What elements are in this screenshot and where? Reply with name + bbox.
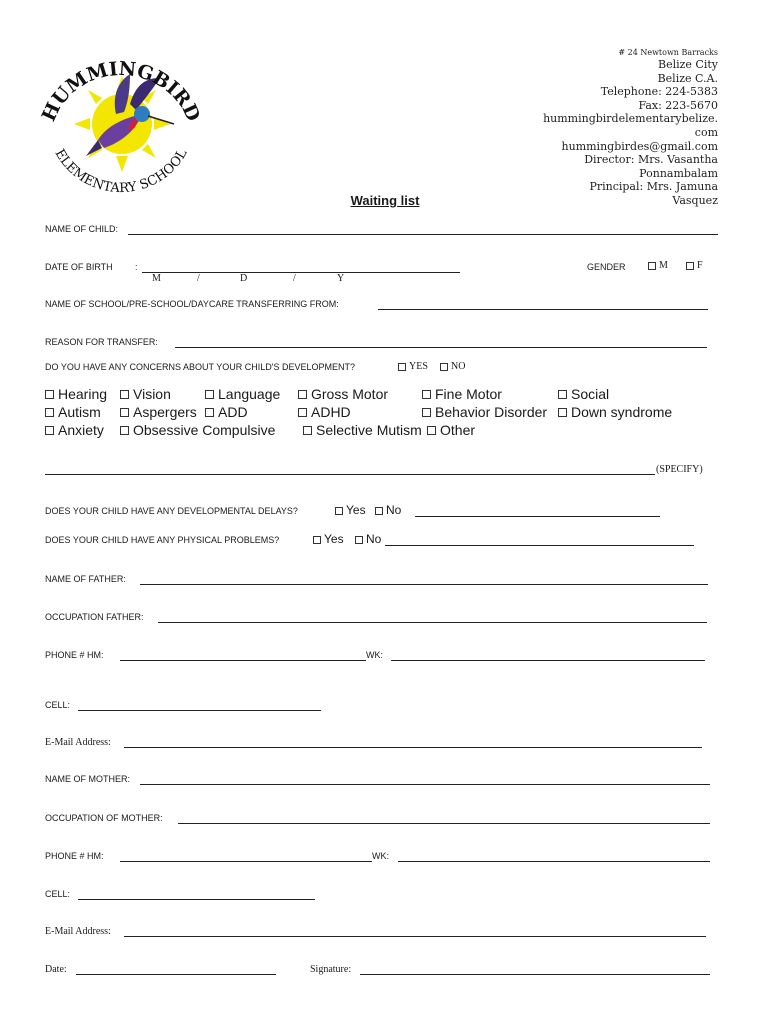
signature-label: Signature:: [310, 964, 352, 975]
gender-f-option[interactable]: [686, 260, 703, 271]
condition-fine-motor[interactable]: Fine Motor: [422, 386, 502, 402]
dob-day-label: D: [240, 273, 248, 284]
address-director-1: Director: Mrs. Vasantha: [584, 153, 718, 167]
condition-anxiety[interactable]: Anxiety: [45, 422, 104, 438]
gender-m-option[interactable]: [648, 260, 668, 271]
gender-m-text: M: [659, 260, 668, 271]
address-email: hummingbirdes@gmail.com: [561, 139, 718, 153]
condition-behavior-disorder[interactable]: Behavior Disorder: [422, 404, 547, 420]
concerns-label: DO YOU HAVE ANY CONCERNS ABOUT YOUR CHILD'S DEVELOPMENT?: [45, 362, 355, 372]
child-name-label: NAME OF CHILD:: [45, 224, 119, 234]
condition-aspergers[interactable]: Aspergers: [120, 404, 197, 420]
dob-label: DATE OF BIRTH: [45, 262, 113, 272]
page-title: Waiting list: [350, 193, 420, 208]
address-website-2: com: [694, 125, 718, 139]
date-field[interactable]: [76, 974, 276, 975]
school-address-block: [543, 48, 718, 208]
checkbox-icon[interactable]: [427, 426, 436, 435]
father-email-label: E-Mail Address:: [45, 737, 111, 748]
gender-f-checkbox[interactable]: [686, 262, 694, 270]
delays-no-checkbox[interactable]: [375, 507, 383, 515]
checkbox-icon[interactable]: [298, 390, 307, 399]
address-principal-1: Principal: Mrs. Jamuna: [589, 180, 718, 194]
dob-colon: :: [135, 262, 138, 272]
dob-year-label: Y: [337, 273, 345, 284]
date-label: Date:: [45, 964, 67, 975]
mother-phone-work-field[interactable]: [398, 861, 710, 862]
dob-month-label: M: [152, 273, 161, 284]
delays-no-option[interactable]: No: [375, 503, 401, 517]
condition-social[interactable]: Social: [558, 386, 609, 402]
address-city: Belize City: [657, 58, 718, 71]
logo-top-text: HUMMINGBIRD: [38, 57, 204, 125]
address-street: # 24 Newtown Barracks: [618, 48, 718, 57]
checkbox-icon[interactable]: [120, 390, 129, 399]
delays-yes-option[interactable]: Yes: [335, 503, 366, 517]
mother-name-label: NAME OF MOTHER:: [45, 774, 130, 784]
father-phone-label: PHONE # HM:: [45, 650, 104, 660]
condition-gross-motor[interactable]: Gross Motor: [298, 386, 388, 402]
checkbox-icon[interactable]: [45, 426, 54, 435]
school-from-label: NAME OF SCHOOL/PRE-SCHOOL/DAYCARE TRANSFERRING FROM:: [45, 299, 339, 309]
mother-cell-label: CELL:: [45, 889, 71, 899]
mother-phone-home-field[interactable]: [120, 861, 372, 862]
condition-language[interactable]: Language: [205, 386, 280, 402]
address-country: Belize C.A.: [657, 71, 718, 85]
concerns-no-option[interactable]: [440, 361, 465, 372]
condition-down-syndrome[interactable]: Down syndrome: [558, 404, 672, 420]
delays-details-field[interactable]: [415, 516, 660, 517]
condition-other[interactable]: Other: [427, 422, 475, 438]
physical-no-option[interactable]: No: [355, 532, 381, 546]
condition-autism[interactable]: Autism: [45, 404, 101, 420]
dob-slash-1: /: [197, 273, 200, 284]
mother-phone-label: PHONE # HM:: [45, 851, 104, 861]
condition-obsessive-compulsive[interactable]: Obsessive Compulsive: [120, 422, 275, 438]
reason-label: REASON FOR TRANSFER:: [45, 337, 158, 347]
father-occupation-field[interactable]: [158, 622, 707, 623]
address-principal-2: Vasquez: [672, 193, 718, 207]
checkbox-icon[interactable]: [422, 408, 431, 417]
checkbox-icon[interactable]: [558, 408, 567, 417]
signature-field[interactable]: [360, 974, 710, 975]
physical-no-checkbox[interactable]: [355, 536, 363, 544]
physical-yes-checkbox[interactable]: [313, 536, 321, 544]
checkbox-icon[interactable]: [298, 408, 307, 417]
checkbox-icon[interactable]: [45, 390, 54, 399]
condition-adhd[interactable]: ADHD: [298, 404, 351, 420]
gender-m-checkbox[interactable]: [648, 262, 656, 270]
concerns-yes-option[interactable]: [398, 361, 428, 372]
checkbox-icon[interactable]: [558, 390, 567, 399]
condition-add[interactable]: ADD: [205, 404, 248, 420]
mother-work-label: WK:: [372, 851, 389, 861]
checkbox-icon[interactable]: [120, 426, 129, 435]
father-occupation-label: OCCUPATION FATHER:: [45, 612, 144, 622]
checkbox-icon[interactable]: [120, 408, 129, 417]
physical-yes-option[interactable]: Yes: [313, 532, 344, 546]
father-cell-field[interactable]: [78, 710, 321, 711]
mother-occupation-label: OCCUPATION OF MOTHER:: [45, 813, 163, 823]
concerns-no-checkbox[interactable]: [440, 363, 448, 371]
address-director-2: Ponnambalam: [639, 166, 718, 180]
dob-slash-2: /: [293, 273, 296, 284]
checkbox-icon[interactable]: [303, 426, 312, 435]
logo-bottom-text: ELEMENTARY SCHOOL: [51, 146, 191, 197]
mother-occupation-field[interactable]: [178, 823, 710, 824]
checkbox-icon[interactable]: [45, 408, 54, 417]
condition-selective-mutism[interactable]: Selective Mutism: [303, 422, 422, 438]
father-phone-home-field[interactable]: [120, 660, 366, 661]
father-name-label: NAME OF FATHER:: [45, 574, 126, 584]
gender-f-text: F: [697, 260, 703, 271]
checkbox-icon[interactable]: [205, 408, 214, 417]
dob-field[interactable]: [142, 272, 460, 273]
physical-label: DOES YOUR CHILD HAVE ANY PHYSICAL PROBLEMS?: [45, 535, 280, 545]
condition-hearing[interactable]: Hearing: [45, 386, 107, 402]
father-name-field[interactable]: [140, 584, 708, 585]
delays-label: DOES YOUR CHILD HAVE ANY DEVELOPMENTAL DELAYS?: [45, 506, 298, 516]
address-website-1: hummingbirdelementarybelize.: [543, 112, 718, 126]
condition-vision[interactable]: Vision: [120, 386, 171, 402]
checkbox-icon[interactable]: [205, 390, 214, 399]
specify-field[interactable]: [45, 474, 655, 475]
mother-email-label: E-Mail Address:: [45, 926, 111, 937]
concerns-yes-checkbox[interactable]: [398, 363, 406, 371]
school-from-field[interactable]: [378, 309, 708, 310]
physical-details-field[interactable]: [385, 545, 694, 546]
concerns-yes-text: YES: [409, 361, 428, 372]
mother-name-field[interactable]: [140, 784, 710, 785]
address-fax: Fax: 223-5670: [638, 98, 718, 112]
address-telephone: Telephone: 224-5383: [600, 85, 718, 99]
concerns-no-text: NO: [451, 361, 466, 372]
gender-label: GENDER: [587, 262, 626, 272]
father-work-label: WK:: [366, 650, 383, 660]
school-logo: [38, 44, 204, 200]
reason-field[interactable]: [175, 347, 707, 348]
father-cell-label: CELL:: [45, 700, 71, 710]
specify-label: (SPECIFY): [656, 464, 703, 475]
child-name-field[interactable]: [128, 234, 718, 235]
delays-yes-checkbox[interactable]: [335, 507, 343, 515]
mother-email-field[interactable]: [124, 936, 706, 937]
mother-cell-field[interactable]: [78, 899, 315, 900]
father-email-field[interactable]: [124, 747, 702, 748]
father-phone-work-field[interactable]: [391, 660, 705, 661]
checkbox-icon[interactable]: [422, 390, 431, 399]
